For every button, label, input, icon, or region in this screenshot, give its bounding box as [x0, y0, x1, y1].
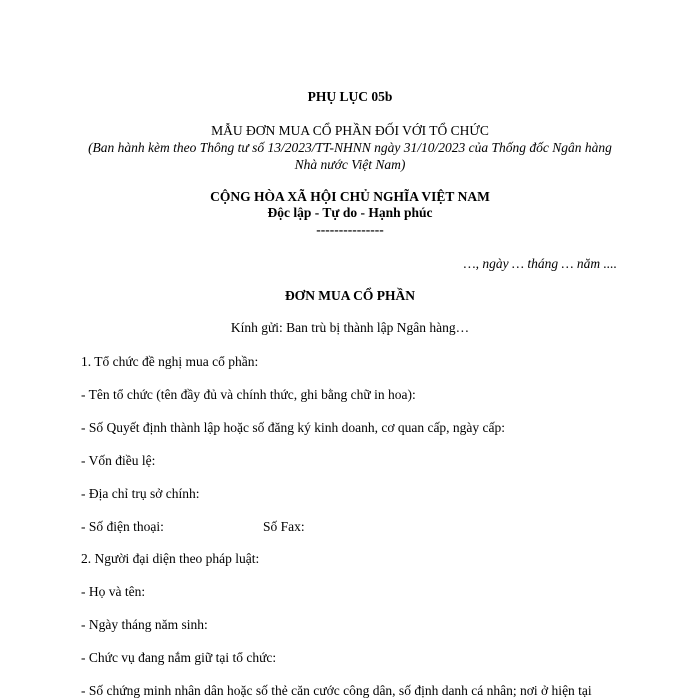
addressee: Kính gửi: Ban trù bị thành lập Ngân hàng… [230, 320, 470, 335]
charter-capital-field: - Vốn điều lệ: [81, 453, 156, 468]
country-name: CỘNG HÒA XÃ HỘI CHỦ NGHĨA VIỆT NAM [210, 189, 490, 204]
form-title: MẪU ĐƠN MUA CỔ PHẦN ĐỐI VỚI TỔ CHỨC [211, 123, 489, 138]
section2-heading: 2. Người đại diện theo pháp luật: [81, 551, 260, 566]
date-line: …, ngày … tháng … năm .... [463, 256, 617, 271]
issued-note-line1: (Ban hành kèm theo Thông tư số 13/2023/TT-NHNN ngày 31/10/2023 của Thống đốc Ngân hàng [88, 140, 612, 155]
appendix-label: PHỤ LỤC 05b [307, 89, 393, 104]
position-field: - Chức vụ đang nắm giữ tại tổ chức: [81, 650, 277, 665]
org-name-field: - Tên tổ chức (tên đầy đủ và chính thức, ghi bằng chữ in hoa): [81, 387, 416, 402]
motto-divider: --------------- [316, 222, 384, 237]
full-name-field: - Họ và tên: [81, 584, 146, 599]
issued-note-line2: Nhà nước Việt Nam) [294, 157, 406, 172]
head-office-field: - Địa chỉ trụ sở chính: [81, 486, 200, 501]
id-number-field: - Số chứng minh nhân dân hoặc số thẻ căn cước công dân, số định danh cá nhân; nơi ở hiện tại [81, 683, 592, 698]
fax-field: Số Fax: [263, 519, 305, 534]
document-title: ĐƠN MUA CỔ PHẦN [284, 288, 416, 303]
national-motto: Độc lập - Tự do - Hạnh phúc [267, 205, 433, 220]
phone-field: - Số điện thoại: [81, 519, 164, 534]
section1-heading: 1. Tổ chức đề nghị mua cổ phần: [81, 354, 259, 369]
decision-number-field: - Số Quyết định thành lập hoặc số đăng ký kinh doanh, cơ quan cấp, ngày cấp: [81, 420, 506, 435]
date-of-birth-field: - Ngày tháng năm sinh: [81, 617, 208, 632]
